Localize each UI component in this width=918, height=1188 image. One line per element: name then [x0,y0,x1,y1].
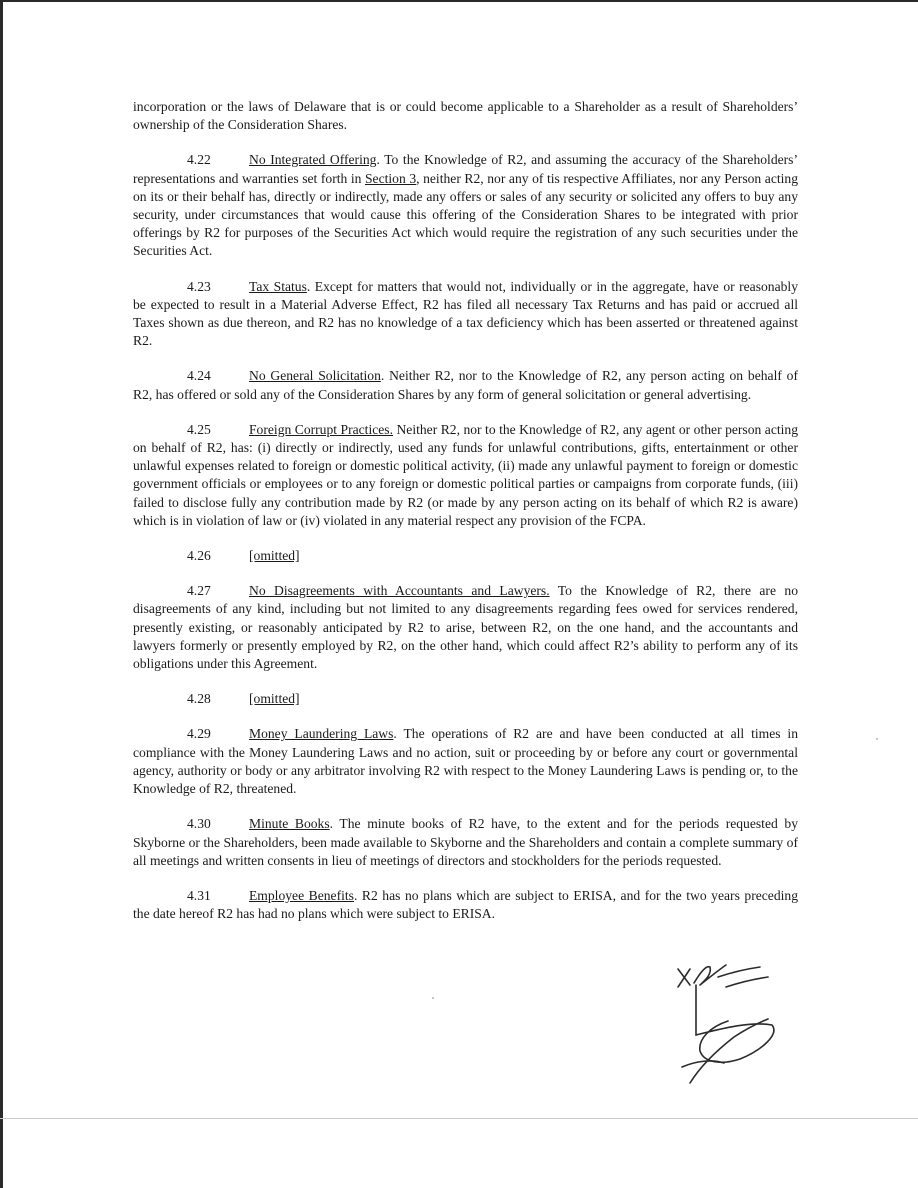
section-body: To the Knowledge of R2, there are no disagreements of any kind, including but not limited to any disagreements regarding fees owed for services rendered, presently existing, or reasonably anticipated by R2 to arise, between R2, on the one hand, and the accountants and lawyers formerly or presently employed by R2, on the other hand, which could affect R2’s ability to perform any of its obligations under this Agreement. [133,583,798,672]
section-4-31 [133,887,798,923]
section-4-24 [133,367,798,403]
intro-paragraph [133,98,798,134]
section-heading: No Disagreements with Accountants and Lawyers. [249,583,550,599]
section-body: , neither R2, nor any of tis respective Affiliates, nor any Person acting on its or their behalf has, directly or indirectly, made any offers or sales of any security or solicited any offers to buy any security, under circumstances that would cause this offering of the Consideration Shares to be integrated with prior offerings by R2 for purposes of the Securities Act which would require the registration of any such securities under the Securities Act. [133,170,798,259]
scan-edge-left [0,0,3,1188]
signature-stroke [726,977,768,987]
signature-stroke [678,969,690,987]
section-number: 4.31 [187,887,211,903]
signature-stroke [696,1021,774,1062]
section-heading: Money Laundering Laws [249,726,394,742]
section-body: . Neither R2, nor to the Knowledge of R2, any person acting on behalf of R2, has offered or sold any of the Consideration Shares by any form of general solicitation or general advertising. [133,368,798,402]
section-body: Neither R2, nor to the Knowledge of R2, any agent or other person acting on behalf of R2, has: (i) directly or indirectly, used any funds for unlawful contributions, gifts, entertainment or other unlawful expenses related to foreign or domestic political activity, (ii) made any unlawful payment to foreign or domestic government officials or employees or to any foreign or domestic political parties or campaigns from corporate funds, (iii) failed to disclose fully any contribution made by R2 (or made by any person acting on its behalf of which R2 is aware) which is in violation of law or (iv) violated in any material respect any provision of the FCPA. [133,421,798,528]
section-number: 4.22 [187,152,211,168]
handwritten-initials-signature [660,955,780,1090]
section-body: . To the Knowledge of R2, and assuming the accuracy of the Shareholders’ representations and warranties set forth in [133,152,798,186]
section-heading: [omitted] [249,548,300,564]
section-reference: Section 3 [365,170,417,186]
section-heading: Tax Status [249,278,307,294]
section-4-22 [133,151,798,260]
section-number: 4.27 [187,583,211,599]
scan-edge-top [0,0,918,2]
section-4-28 [133,690,798,708]
section-heading: Foreign Corrupt Practices. [249,421,393,437]
section-number: 4.26 [187,548,211,564]
document-body [133,98,798,940]
section-4-29 [133,725,798,798]
section-4-30 [133,815,798,870]
section-4-27 [133,582,798,673]
section-4-25 [133,421,798,530]
section-number: 4.25 [187,421,211,437]
section-body: . The operations of R2 are and have been conducted at all times in compliance with the Money Laundering Laws and no action, suit or proceeding by or before any court or governmental agency, authority or body or any arbitrator involving R2 with respect to the Money Laundering Laws is pending or, to the Knowledge of R2, threatened. [133,726,799,797]
section-body: . Except for matters that would not, individually or in the aggregate, have or reasonably be expected to result in a Material Adverse Effect, R2 has filed all necessary Tax Returns and has paid or accrued all Taxes shown as due thereon, and R2 has no knowledge of a tax deficiency which has been asserted or threatened against R2. [133,278,798,349]
section-number: 4.29 [187,726,211,742]
scan-speck [432,997,434,999]
signature-stroke [718,967,760,977]
section-4-23 [133,278,798,351]
scan-fold-line [0,1118,918,1119]
section-number: 4.23 [187,278,211,294]
section-heading: No Integrated Offering [249,152,377,168]
signature-stroke [694,965,726,985]
section-heading: [omitted] [249,691,300,707]
section-number: 4.28 [187,691,211,707]
section-body: . R2 has no plans which are subject to ERISA, and for the two years preceding the date hereof R2 has had no plans which were subject to ERISA. [133,887,798,922]
section-number: 4.30 [187,816,211,832]
section-body: . The minute books of R2 have, to the extent and for the periods requested by Skyborne or the Shareholders, been made available to Skyborne and the Shareholders and contain a complete summary of all meetings and written consents in lieu of meetings of directors and stockholders for the periods requested. [133,816,799,868]
section-number: 4.24 [187,368,211,384]
section-heading: Employee Benefits [249,887,354,903]
scan-speck [876,738,878,740]
section-heading: Minute Books [249,816,330,832]
intro-text: incorporation or the laws of Delaware that is or could become applicable to a Shareholder as a result of Shareholders’ ownership of the Consideration Shares. [133,99,798,133]
section-heading: No General Solicitation [249,368,381,384]
section-4-26 [133,547,798,565]
